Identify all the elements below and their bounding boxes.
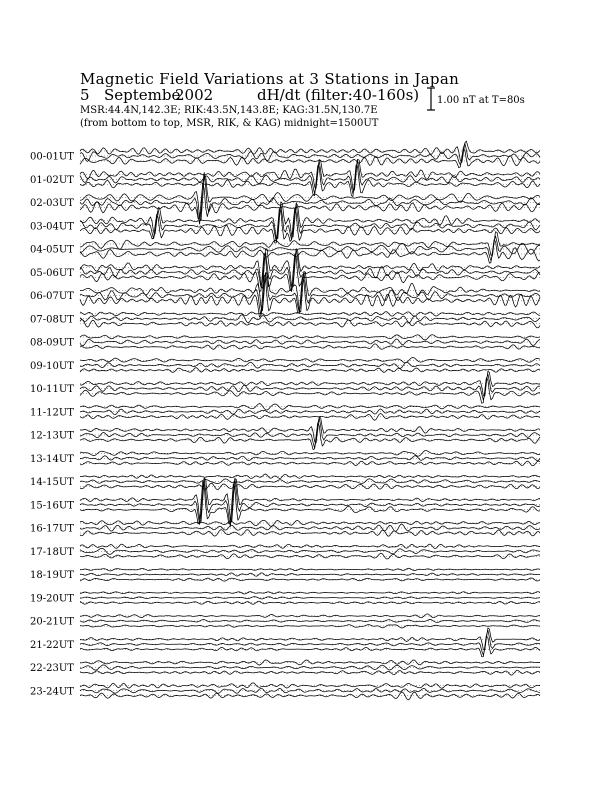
hour-label: 13-14UT bbox=[30, 453, 74, 465]
trace-rik bbox=[80, 315, 540, 323]
trace-order-note: (from bottom to top, MSR, RIK, & KAG) midnight=1500UT bbox=[80, 118, 379, 129]
hour-label: 04-05UT bbox=[30, 244, 74, 256]
trace-kag bbox=[80, 670, 540, 675]
trace-rik bbox=[80, 409, 540, 415]
trace-rik bbox=[80, 524, 540, 532]
trace-kag bbox=[80, 319, 540, 327]
trace-msr bbox=[80, 478, 540, 522]
trace-rik bbox=[80, 339, 540, 346]
hour-label: 07-08UT bbox=[30, 314, 74, 326]
trace-msr bbox=[80, 660, 540, 665]
trace-kag bbox=[80, 165, 540, 197]
hour-label: 08-09UT bbox=[30, 337, 74, 349]
trace-msr bbox=[80, 628, 540, 650]
quantity-label: dH/dt bbox=[257, 86, 301, 104]
date-day: 5 bbox=[80, 86, 90, 104]
trace-rik bbox=[80, 478, 540, 527]
hour-label: 23-24UT bbox=[30, 686, 74, 698]
hour-label: 16-17UT bbox=[30, 523, 74, 535]
hour-label: 05-06UT bbox=[30, 267, 74, 279]
trace-msr bbox=[80, 474, 540, 479]
trace-msr bbox=[80, 520, 540, 526]
trace-rik bbox=[80, 204, 540, 242]
trace-rik bbox=[80, 418, 540, 449]
hour-label: 15-16UT bbox=[30, 500, 74, 512]
trace-kag bbox=[80, 240, 540, 263]
date-year: 2002 bbox=[175, 86, 214, 104]
trace-kag bbox=[80, 601, 540, 604]
trace-rik bbox=[80, 688, 540, 693]
trace-kag bbox=[80, 344, 540, 349]
trace-msr bbox=[80, 683, 540, 689]
trace-rik bbox=[80, 160, 540, 194]
scale-bar-label: 1.00 nT at T=80s bbox=[437, 95, 525, 106]
hour-label: 14-15UT bbox=[30, 477, 74, 488]
hour-label: 17-18UT bbox=[30, 546, 74, 558]
trace-msr bbox=[80, 141, 540, 163]
trace-msr bbox=[80, 335, 540, 340]
trace-msr bbox=[80, 312, 540, 317]
hour-label: 02-03UT bbox=[30, 198, 74, 209]
hour-label: 00-01UT bbox=[30, 151, 74, 163]
trace-msr bbox=[80, 404, 540, 411]
hour-label: 20-21UT bbox=[30, 616, 74, 628]
filter-label: (filter:40-160s) bbox=[305, 86, 420, 104]
hour-label: 06-07UT bbox=[30, 291, 74, 302]
hour-label: 09-10UT bbox=[30, 360, 74, 372]
trace-msr bbox=[80, 544, 540, 548]
station-coordinates: MSR:44.4N,142.3E; RIK:43.5N,143.8E; KAG:31.5N,130.7E bbox=[80, 105, 378, 116]
scale-bar bbox=[427, 88, 435, 110]
trace-rik bbox=[80, 236, 540, 261]
trace-rik bbox=[80, 456, 540, 461]
hour-label: 12-13UT bbox=[30, 430, 74, 442]
hour-label: 21-22UT bbox=[30, 639, 74, 651]
trace-rik bbox=[80, 362, 540, 368]
hour-label: 18-19UT bbox=[30, 570, 74, 581]
trace-kag bbox=[80, 578, 540, 581]
trace-rik bbox=[80, 374, 540, 400]
trace-kag bbox=[80, 378, 540, 403]
trace-kag bbox=[80, 553, 540, 559]
hour-label: 22-23UT bbox=[30, 663, 74, 674]
hour-label: 01-02UT bbox=[30, 174, 74, 186]
hour-label: 03-04UT bbox=[30, 221, 74, 233]
hour-label: 10-11UT bbox=[30, 384, 74, 395]
chart-title: Magnetic Field Variations at 3 Stations in Japan bbox=[80, 70, 460, 88]
trace-rik bbox=[80, 573, 540, 576]
date-month: Septembe bbox=[104, 86, 181, 104]
trace-rik bbox=[80, 479, 540, 484]
trace-kag bbox=[80, 184, 540, 219]
trace-kag bbox=[80, 483, 540, 489]
trace-kag bbox=[80, 461, 540, 466]
trace-rik bbox=[80, 548, 540, 554]
trace-kag bbox=[80, 625, 540, 629]
trace-msr bbox=[80, 249, 540, 289]
trace-rik bbox=[80, 665, 540, 670]
trace-kag bbox=[80, 692, 540, 700]
trace-rik bbox=[80, 630, 540, 655]
trace-rik bbox=[80, 620, 540, 623]
hour-label: 19-20UT bbox=[30, 593, 74, 605]
trace-kag bbox=[80, 368, 540, 373]
trace-kag bbox=[80, 530, 540, 537]
trace-msr bbox=[80, 371, 540, 396]
hour-label: 11-12UT bbox=[30, 407, 74, 419]
